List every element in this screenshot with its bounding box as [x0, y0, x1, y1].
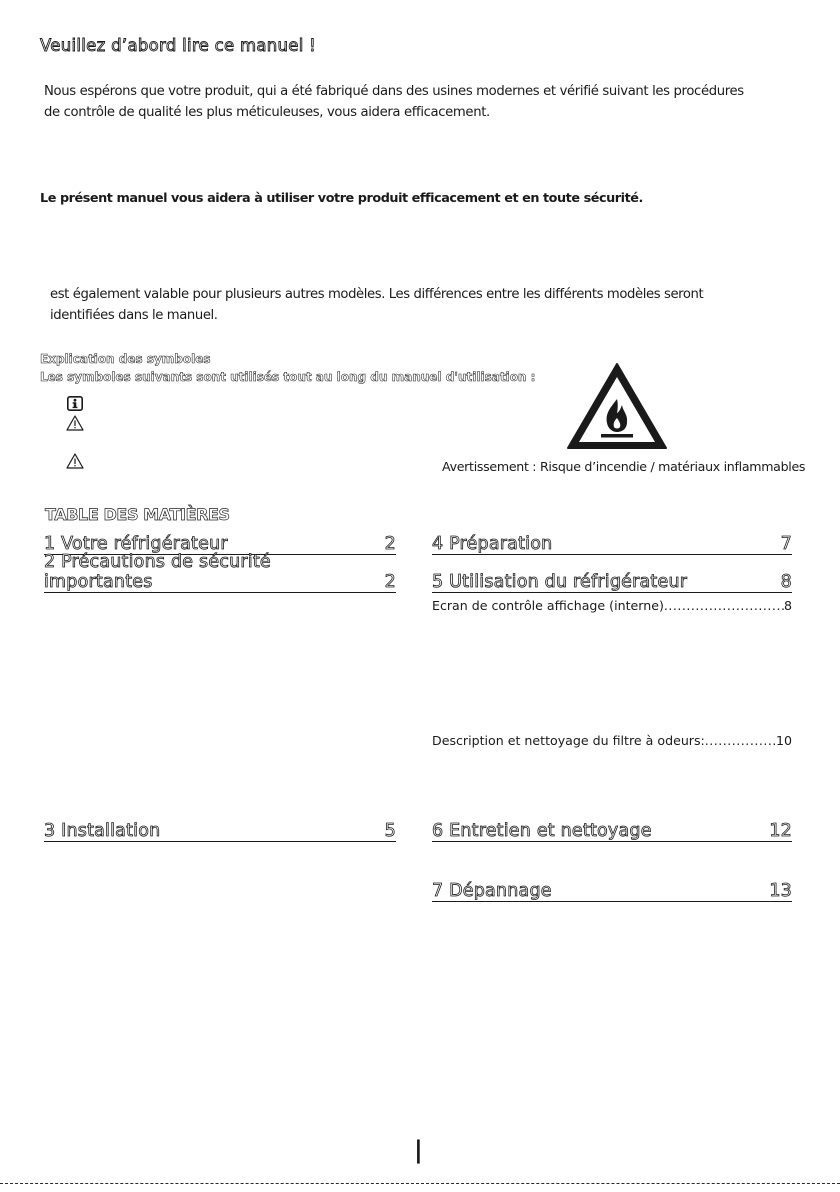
warning-triangle-icon [66, 453, 84, 469]
info-icon [67, 396, 83, 411]
toc-sub-page: 10 [775, 733, 792, 748]
toc-entry-label: 6 Entretien et nettoyage [432, 821, 652, 841]
toc-dot-leader [664, 598, 784, 613]
toc-entry-depannage[interactable] [432, 879, 792, 902]
toc-entry-label: 1 Votre réfrigérateur [44, 534, 228, 554]
toc-entry-label: 2 Précautions de sécurité importantes [44, 552, 271, 592]
toc-entry-label: 5 Utilisation du réfrigérateur [432, 572, 688, 592]
page-title: Veuillez d’abord lire ce manuel ! [40, 36, 317, 55]
toc-sub-filtre-odeurs[interactable] [432, 733, 792, 748]
intro-line-1: Nous espérons que votre produit, qui a été fabriqué dans des usines modernes et vérifié suivant les procédures [44, 84, 744, 99]
manual-purpose-text: Le présent manuel vous aidera à utiliser votre produit efficacement et en toute sécurité. [40, 191, 643, 206]
warning-triangle-icon [66, 415, 84, 431]
toc-entry-precautions-securite[interactable] [44, 552, 396, 593]
toc-sub-ecran-controle[interactable] [432, 598, 792, 613]
toc-entry-page: 5 [384, 821, 396, 841]
toc-entry-page: 12 [769, 821, 792, 841]
page-marker: | [414, 1136, 423, 1164]
toc-entry-page: 13 [769, 881, 792, 901]
toc-sub-label: Description et nettoyage du filtre à odeurs: [432, 733, 705, 748]
toc-entry-page: 7 [780, 534, 792, 554]
toc-entry-page: 2 [384, 572, 396, 592]
toc-title: TABLE DES MATIÈRES [45, 505, 230, 524]
models-paragraph [50, 284, 703, 326]
symbols-heading: Explication des symboles [40, 352, 211, 366]
toc-entry-label: 3 Installation [44, 821, 161, 841]
models-line-1: est également valable pour plusieurs autres modèles. Les différences entre les différents modèles seront [50, 287, 704, 302]
flammable-warning-icon [565, 361, 669, 451]
intro-line-2: de contrôle de qualité les plus méticuleuses, vous aidera efficacement. [44, 105, 490, 120]
bottom-dashed-border [0, 1183, 840, 1184]
toc-entry-preparation[interactable] [432, 532, 792, 555]
toc-entry-page: 2 [384, 534, 396, 554]
toc-entry-label: 4 Préparation [432, 534, 553, 554]
fire-warning-caption: Avertissement : Risque d’incendie / matériaux inflammables [442, 459, 806, 474]
intro-paragraph [44, 81, 804, 123]
symbols-subheading: Les symboles suivants sont utilisés tout au long du manuel d'utilisation : [40, 370, 536, 384]
toc-entry-utilisation-refrigerateur[interactable] [432, 570, 792, 593]
toc-dot-leader [705, 733, 776, 748]
toc-sub-label: Ecran de contrôle affichage (interne) [432, 598, 664, 613]
toc-entry-installation[interactable] [44, 819, 396, 842]
toc-sub-page: 8 [783, 598, 792, 613]
toc-entry-entretien-nettoyage[interactable] [432, 819, 792, 842]
models-line-2: identifiées dans le manuel. [50, 308, 218, 323]
toc-entry-label: 7 Dépannage [432, 881, 552, 901]
toc-entry-page: 8 [780, 572, 792, 592]
